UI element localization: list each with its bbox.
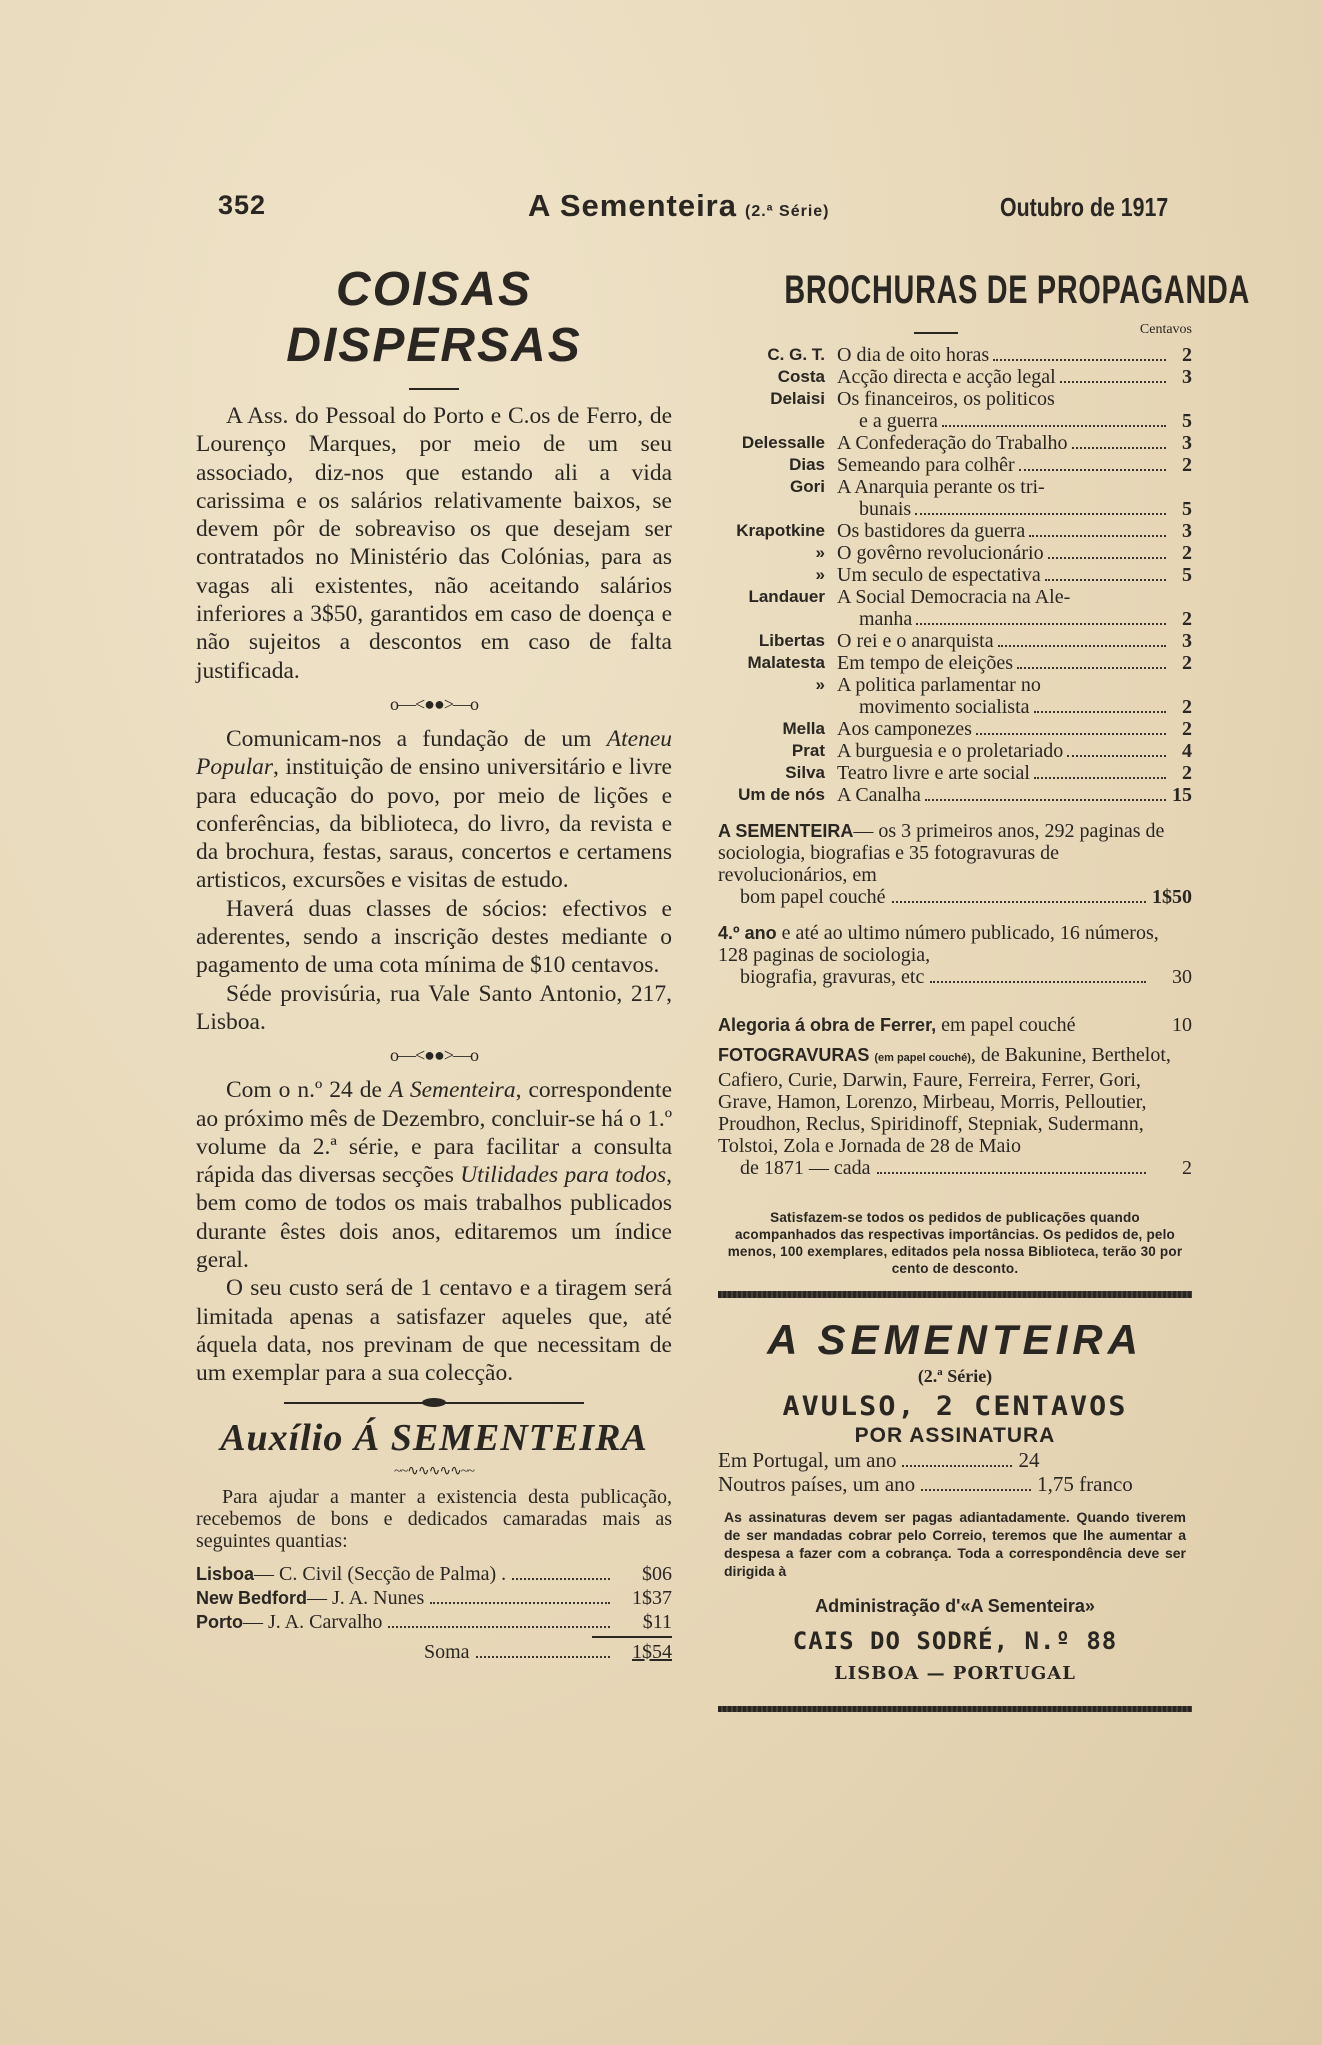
brochure-title-cell — [837, 432, 1170, 454]
block-text: e até ao ultimo número publicado, 16 números, 128 paginas de sociologia, — [718, 922, 1159, 966]
brochure-row-continuation — [718, 410, 1192, 432]
leader-dots — [993, 359, 1166, 361]
donation-total-row — [196, 1640, 672, 1664]
brochure-title: Semeando para colhêr — [837, 454, 1015, 476]
title-divider — [409, 388, 459, 390]
text-span: Comunicam-nos a fundação de um — [226, 725, 607, 752]
brochure-title: Os financeiros, os politicos — [837, 388, 1055, 410]
brochure-author: Prat — [791, 741, 825, 760]
brochure-title-cell — [837, 718, 1170, 740]
brochure-row — [718, 344, 1192, 366]
masthead-title: A Sementeira — [528, 188, 737, 223]
subscription-note: As assinaturas devem ser pagas adiantadamente. Quando tiverem de ser mandadas cobrar pelo Correio, teremos que lhe aumentar a despesa a fazer com a cobrança. Toda a correspondência deve ser dirigida à — [724, 1509, 1186, 1579]
brochure-author: Libertas — [758, 631, 825, 650]
alegoria-row — [718, 1014, 1192, 1036]
brochure-row — [718, 784, 1192, 806]
subscription-price-row — [718, 1472, 1192, 1496]
leader-dots — [1072, 447, 1166, 449]
brochure-row-continuation — [718, 696, 1192, 718]
brochure-price: 2 — [1182, 454, 1192, 476]
leader-dots — [930, 981, 1146, 983]
brochure-title: Acção directa e acção legal — [837, 366, 1056, 388]
subscription-heading: POR ASSINATURA — [854, 1424, 1056, 1447]
brochure-title-cell — [837, 740, 1170, 762]
donation-row — [196, 1610, 672, 1634]
brochure-row — [718, 630, 1192, 652]
brochure-title-continuation: movimento socialista — [859, 696, 1030, 718]
brochure-title-cell — [837, 696, 1170, 718]
spacer — [1170, 586, 1192, 608]
leader-dots — [925, 799, 1166, 801]
brochure-author: Mella — [782, 719, 825, 738]
brochure-title: A Confederação do Trabalho — [837, 432, 1068, 454]
brochure-row — [718, 476, 1192, 498]
donation-donor: — C. Civil (Secção de Palma) . — [254, 1562, 507, 1585]
brochure-author: » — [815, 565, 825, 584]
brochure-title-cell — [837, 366, 1170, 388]
subscription-title: A SEMENTEIRA — [767, 1316, 1143, 1363]
section-title-coisas-dispersas: COISAS DISPERSAS — [286, 263, 582, 372]
donation-row — [196, 1586, 672, 1610]
orders-note: Satisfazem-se todos os pedidos de publicações quando acompanhados das respectivas importâncias. Os pedidos de, pelo menos, 100 exemplares, editados pela nossa Biblioteca, terão 30 por cento de desconto. — [727, 1210, 1183, 1276]
brochure-row — [718, 432, 1192, 454]
brochure-author: C. G. T. — [767, 345, 825, 364]
brochure-title-cell — [837, 674, 1170, 696]
spacer — [1170, 674, 1192, 696]
thick-rule — [718, 1291, 1192, 1298]
donation-donor: — J. A. Carvalho — [243, 1610, 383, 1633]
leader-dots — [388, 1626, 610, 1628]
brochure-title-continuation: manha — [859, 608, 913, 630]
brochure-price: 2 — [1182, 344, 1192, 366]
brochure-title-cell — [837, 762, 1170, 784]
donation-donor: — J. A. Nunes — [307, 1586, 425, 1609]
address-line: CAIS DO SODRÉ, N.º 88 — [792, 1627, 1118, 1655]
leader-dots — [1034, 711, 1166, 713]
block-head: 4.º ano — [718, 923, 777, 943]
brochure-title: Teatro livre e arte social — [837, 762, 1030, 784]
brochure-title: A Anarquia perante os tri- — [837, 476, 1045, 498]
brochure-title: Em tempo de eleições — [837, 652, 1014, 674]
brochure-price: 5 — [1182, 498, 1192, 520]
leader-dots — [1017, 667, 1166, 669]
brochure-price: 4 — [1182, 740, 1192, 762]
brochure-author: Landauer — [748, 587, 825, 606]
leader-dots — [430, 1602, 610, 1604]
right-column — [718, 262, 1251, 1712]
brochure-title-cell — [837, 388, 1170, 410]
centavos-label: Centavos — [1139, 322, 1192, 337]
brochure-row — [718, 542, 1192, 564]
brochure-price: 2 — [1182, 762, 1192, 784]
leader-dots — [976, 733, 1166, 735]
leader-dots — [1029, 535, 1166, 537]
donation-row — [196, 1562, 672, 1586]
brochure-title: O dia de oito horas — [837, 344, 990, 366]
block-price: 2 — [1182, 1157, 1192, 1179]
sementeira-volumes-block — [718, 820, 1192, 908]
text-span: , bem como de todos os mais trabalhos publicados durante êstes dois anos, editaremos um índice geral. — [196, 1162, 673, 1274]
sum-label: Soma — [424, 1640, 470, 1663]
brochure-price: 3 — [1182, 520, 1192, 542]
block-price-row — [718, 886, 1192, 908]
brochure-price: 2 — [1182, 718, 1192, 740]
block-price-row — [718, 966, 1192, 988]
donations-list — [196, 1562, 672, 1664]
italic-span: Ateneu Popular — [196, 725, 672, 781]
single-copy-price: AVULSO, 2 CENTAVOS — [782, 1391, 1128, 1422]
brochure-price: 2 — [1182, 608, 1192, 630]
ornament-divider: o—<●●>—o — [389, 1045, 479, 1066]
price-column-header — [718, 322, 1192, 344]
italic-span: Utilidades para todos — [460, 1162, 667, 1189]
auxilio-title: Auxílio Á SEMENTEIRA — [220, 1416, 648, 1459]
brochure-row — [718, 586, 1192, 608]
brochure-title-cell — [837, 344, 1170, 366]
block-last: biografia, gravuras, etc — [740, 966, 925, 988]
text-span: Com o n.º 24 de — [226, 1077, 389, 1104]
brochure-author: Costa — [777, 367, 825, 386]
wavy-divider: ~~∿∿∿∿∿~~ — [394, 1463, 474, 1479]
brochure-price: 15 — [1172, 784, 1192, 806]
page-number: 352 — [218, 190, 267, 220]
spacer — [1170, 388, 1192, 410]
page-header — [0, 190, 1322, 230]
thick-rule — [718, 1706, 1192, 1712]
leader-dots — [1019, 469, 1166, 471]
quarto-ano-block — [718, 922, 1192, 988]
brochure-title: A Canalha — [837, 784, 921, 806]
brochure-price: 2 — [1182, 652, 1192, 674]
leader-dots — [512, 1578, 610, 1580]
text-span: , instituição de ensino universitário e livre para educação do povo, por meio de lições e conferências, da biblioteca, do livro, da revista e da brochura, festas, saraus, concertos e certamens artisticos, excursões e visitas de estudo. — [196, 754, 672, 894]
subscription-label: Em Portugal, um ano — [718, 1448, 897, 1472]
article-sede: Séde provisúria, rua Vale Santo Antonio, 217, Lisboa. — [196, 980, 672, 1035]
brochure-author: Um de nós — [738, 785, 825, 804]
brochure-author: » — [815, 675, 825, 694]
auxilio-intro: Para ajudar a manter a existencia desta publicação, recebemos de bons e dedicados camaradas mais as seguintes quantias: — [196, 1485, 672, 1552]
leader-dots — [1067, 755, 1166, 757]
block-head: FOTOGRAVURAS — [718, 1045, 870, 1065]
subscription-value: 24 — [1018, 1448, 1040, 1472]
sum-rule — [592, 1636, 672, 1638]
leader-dots — [892, 901, 1147, 903]
brochure-author: Gori — [790, 477, 825, 496]
block-text: — os 3 primeiros anos, 292 paginas de sociologia, biografias e 35 fotogravuras de revolucionários, em — [718, 820, 1165, 886]
brochure-row — [718, 564, 1192, 586]
brochure-title-cell — [837, 630, 1170, 652]
brochure-title: A politica parlamentar no — [837, 674, 1041, 696]
brochure-author: Dias — [789, 455, 825, 474]
alegoria-label — [718, 1014, 1075, 1036]
donation-place: Porto — [196, 1611, 243, 1632]
leader-dots — [915, 513, 1166, 515]
brochure-row — [718, 366, 1192, 388]
fotogravuras-block — [718, 1044, 1192, 1179]
rule-ornament — [422, 1398, 446, 1407]
leader-dots — [902, 1465, 1012, 1467]
block-last: de 1871 — cada — [740, 1157, 871, 1179]
brochure-row — [718, 762, 1192, 784]
issue-date: Outubro de 1917 — [1000, 192, 1169, 222]
brochure-title-cell — [837, 784, 1170, 806]
block-text: , de Bakunine, Berthelot, Cafiero, Curie, Darwin, Faure, Ferreira, Ferrer, Gori, Grave, Hamon, Lorenzo, Mirbeau, Morris, Pelloutier, Proudhon, Reclus, Spiridinoff, Stepniak, Sudermann, Tolstoi, Zola e Jornada de 28 de Maio — [718, 1044, 1171, 1157]
masthead — [528, 188, 830, 224]
spacer — [718, 498, 837, 520]
masthead-series: (2.ª Série) — [745, 203, 830, 220]
brochure-price: 2 — [1182, 696, 1192, 718]
article-indice — [196, 1076, 672, 1274]
spacer — [718, 608, 837, 630]
subscription-value: 1,75 franco — [1037, 1472, 1133, 1496]
brochure-list — [718, 344, 1192, 806]
leader-dots — [921, 1489, 1031, 1491]
donation-label — [196, 1586, 424, 1610]
brochure-title-cell — [837, 542, 1170, 564]
leader-dots — [998, 645, 1166, 647]
donation-amount: 1$37 — [632, 1586, 672, 1609]
brochure-title-cell — [837, 454, 1170, 476]
brochure-title-cell — [837, 410, 1170, 432]
block-small: (em papel couché) — [874, 1052, 971, 1064]
brochure-price: 3 — [1182, 366, 1192, 388]
donation-amount: $11 — [642, 1610, 672, 1633]
block-price-row — [718, 1157, 1192, 1179]
brochure-title-cell — [837, 498, 1170, 520]
brochure-author: Delessalle — [741, 433, 825, 452]
brochure-row-continuation — [718, 498, 1192, 520]
block-text: em papel couché — [941, 1014, 1076, 1036]
brochure-price: 2 — [1182, 542, 1192, 564]
brochure-row — [718, 388, 1192, 410]
brochure-title: A burguesia e o proletariado — [837, 740, 1064, 762]
brochure-title: O rei e o anarquista — [837, 630, 994, 652]
brochure-author: Delaisi — [770, 389, 825, 408]
donation-place: Lisboa — [196, 1563, 255, 1584]
donation-label — [196, 1562, 506, 1586]
article-socios: Haverá duas classes de sócios: efectivos e aderentes, sendo a inscrição destes mediante o pagamento de uma cota mínima de $10 centavos. — [196, 895, 672, 979]
article-custo: O seu custo será de 1 centavo e a tiragem será limitada apenas a satisfazer aqueles que, até áquela data, nos previnam de que necessitam de um exemplar para a sua colecção. — [196, 1275, 672, 1387]
brochure-title-cell — [837, 564, 1170, 586]
brochure-title-cell — [837, 652, 1170, 674]
section-rule — [284, 1402, 584, 1404]
brochure-price: 5 — [1182, 564, 1192, 586]
donation-amount: $06 — [642, 1562, 672, 1585]
brochure-row-continuation — [718, 608, 1192, 630]
brochure-title-cell — [837, 608, 1170, 630]
block-price: 1$50 — [1152, 886, 1192, 908]
italic-span: A Sementeira — [388, 1077, 516, 1104]
donation-label — [196, 1610, 382, 1634]
spacer — [718, 410, 837, 432]
subscription-price-row — [718, 1448, 1192, 1472]
brochure-author: Malatesta — [747, 653, 825, 672]
brochure-title: O govêrno revolucionário — [837, 542, 1044, 564]
brochure-title-continuation: bunais — [859, 498, 912, 520]
leader-dots — [942, 425, 1166, 427]
title-divider — [914, 332, 958, 334]
leader-dots — [476, 1656, 610, 1658]
city-line: LISBOA — PORTUGAL — [834, 1663, 1076, 1684]
sum-value: 1$54 — [632, 1640, 672, 1663]
brochure-row — [718, 652, 1192, 674]
brochure-price: 3 — [1182, 432, 1192, 454]
brochure-title: Aos camponezes — [837, 718, 972, 740]
leader-dots — [1045, 579, 1166, 581]
brochure-row — [718, 718, 1192, 740]
subscription-label: Noutros países, um ano — [718, 1472, 916, 1496]
brochure-title-continuation: e a guerra — [859, 410, 938, 432]
brochure-author: » — [815, 543, 825, 562]
leader-dots — [1060, 381, 1166, 383]
left-column — [196, 262, 672, 1664]
brochure-title: Um seculo de espectativa — [837, 564, 1041, 586]
ornament-divider: o—<●●>—o — [389, 693, 479, 714]
block-price: 30 — [1172, 966, 1192, 988]
brochure-author: Krapotkine — [736, 521, 825, 540]
brochure-price: 3 — [1182, 630, 1192, 652]
brochure-title-cell — [837, 520, 1170, 542]
donation-place: New Bedford — [196, 1587, 308, 1608]
leader-dots — [916, 623, 1166, 625]
article-lourenco-marques: A Ass. do Pessoal do Porto e C.os de Ferro, de Lourenço Marques, por meio de um seu associado, diz-nos que estando ali a vida carissima e os salários relativamente baixos, se devem pôr de sobreaviso os que desejam ser contratados no Ministério das Colónias, para as vagas ali existentes, não aceitando salários inferiores a 3$50, garantidos em caso de doença e não sujeitos a descontos em caso de falta justificada. — [196, 403, 672, 684]
brochure-row — [718, 520, 1192, 542]
brochure-row — [718, 454, 1192, 476]
brochure-title-cell — [837, 476, 1170, 498]
alegoria-price: 10 — [1172, 1014, 1192, 1036]
section-title-brochuras: BROCHURAS DE PROPAGANDA — [784, 268, 1251, 312]
text-span: , correspondente ao próximo mês de Dezembro, concluir-se há o 1.º volume da 2.ª série, e para facilitar a consulta rápida das diversas secções — [196, 1077, 672, 1189]
brochure-row — [718, 674, 1192, 696]
brochure-row — [718, 740, 1192, 762]
leader-dots — [1048, 557, 1166, 559]
brochure-price: 5 — [1182, 410, 1192, 432]
block-last: bom papel couché — [740, 886, 886, 908]
spacer — [718, 696, 837, 718]
administration-label: Administração d'«A Sementeira» — [815, 1596, 1095, 1616]
article-ateneu-popular — [196, 725, 672, 895]
subscription-series: (2.ª Série) — [917, 1366, 993, 1386]
brochure-author: Silva — [785, 763, 825, 782]
brochure-title: Os bastidores da guerra — [837, 520, 1026, 542]
leader-dots — [1034, 777, 1166, 779]
block-head: Alegoria á obra de Ferrer, — [718, 1015, 937, 1035]
block-head: A SEMENTEIRA — [718, 821, 854, 841]
spacer — [1170, 476, 1192, 498]
brochure-title-cell — [837, 586, 1170, 608]
leader-dots — [877, 1172, 1146, 1174]
brochure-title: A Social Democracia na Ale- — [837, 586, 1071, 608]
